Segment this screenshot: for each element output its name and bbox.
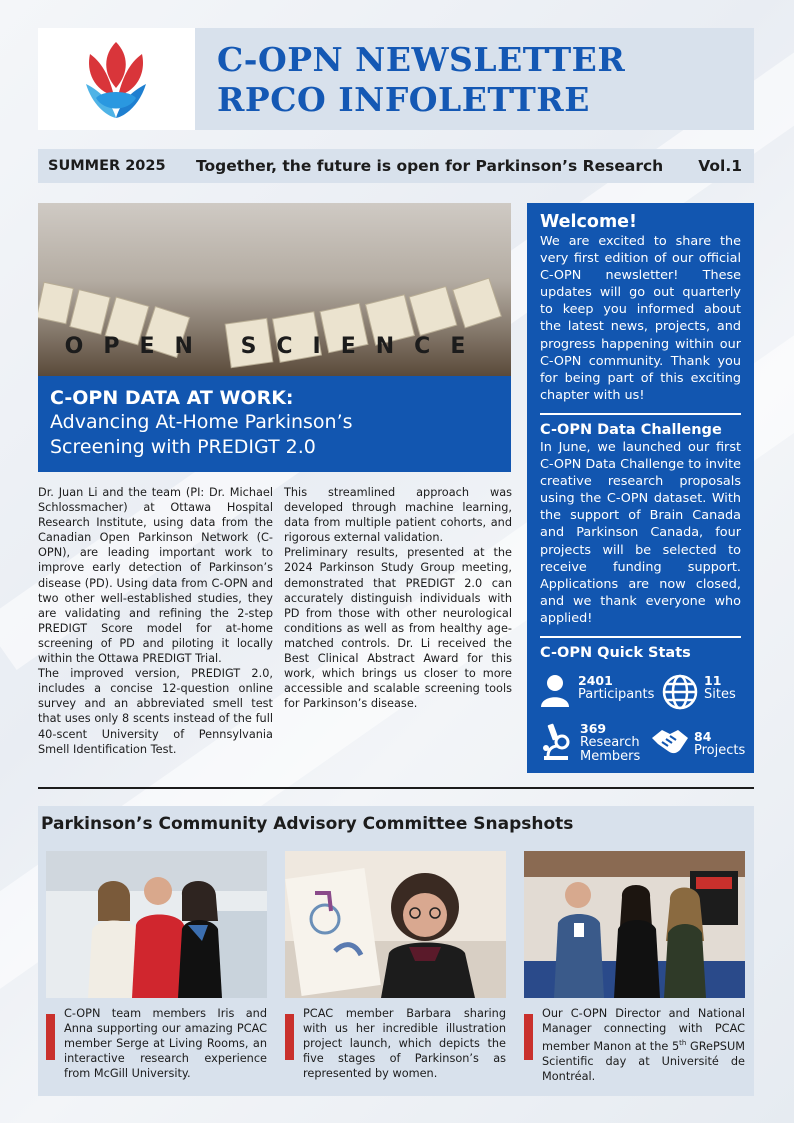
feature-banner xyxy=(38,376,511,472)
feature-headline-line2: Screening with PREDIGT 2.0 xyxy=(50,436,316,458)
stat-number: 84 xyxy=(694,728,712,744)
newsletter-header xyxy=(38,28,754,130)
issue-tagline: Together, the future is open for Parkinson’s Research xyxy=(196,157,664,175)
quick-stats xyxy=(540,668,746,778)
caption-text-part: Our C-OPN Director and National Manager connecting with PCAC member Manon at the 5 xyxy=(542,1007,745,1053)
stat-number: 369 xyxy=(580,720,607,736)
pcac-title: Parkinson’s Community Advisory Committee Snapshots xyxy=(41,814,574,834)
snapshot-photo xyxy=(524,851,745,998)
stat-label: Projects xyxy=(694,742,746,758)
title-english: C-OPN NEWSLETTER xyxy=(217,40,626,79)
open-science-photo xyxy=(38,203,511,376)
sidebar-divider xyxy=(540,636,741,638)
stat-label: Research xyxy=(580,734,640,750)
title-french: RPCO INFOLETTRE xyxy=(217,80,590,119)
caption-text: C-OPN team members Iris and Anna supporting our amazing PCAC member Serge at Living Rooms, an interactive research experience from McGill University. xyxy=(64,1007,267,1081)
snapshot-card xyxy=(46,851,267,1081)
article-column-2 xyxy=(284,485,512,711)
caption-accent-bar xyxy=(524,1014,533,1060)
stat-sites xyxy=(662,674,736,710)
stat-label: Participants xyxy=(578,686,655,702)
caption-text: PCAC member Barbara sharing with us her incredible illustration project launch, which depicts the five stages of Parkinson’s as represented by women. xyxy=(303,1007,506,1081)
snapshot-photo xyxy=(46,851,267,998)
caption-text xyxy=(542,1006,745,1084)
article-paragraph: This streamlined approach was developed through machine learning, data from multiple patient cohorts, and rigorous external validation. xyxy=(284,486,512,545)
article-paragraph: Dr. Juan Li and the team (PI: Dr. Michael Schlossmacher) at Ottawa Hospital Research Institute, using data from the Canadian Open Parkinson Network (C-OPN), are leading important work to improve early detection of Parkinson’s disease (PD). Using data from C-OPN and two other well-established studies, they are validating and refining the 2-step PREDIGT Score model for at-home screening of PD and piloting it locally within the Ottawa PREDIGT Trial. xyxy=(38,486,273,666)
snapshot-card xyxy=(524,851,745,1084)
copn-logo xyxy=(38,28,195,130)
welcome-text: We are excited to share the very first edition of our official C-OPN newsletter! These updates will go out quarterly to keep you informed about the latest news, projects, and progress happening within our C-OPN community. Thank you for being part of this exciting chapter with us! xyxy=(540,234,741,403)
caption-accent-bar xyxy=(46,1014,55,1060)
snapshot-caption xyxy=(46,1006,267,1081)
conference-photo-image xyxy=(524,851,745,998)
feature-headline-line1: Advancing At-Home Parkinson’s xyxy=(50,411,353,433)
snapshot-card xyxy=(285,851,506,1081)
caption-accent-bar xyxy=(285,1014,294,1060)
snapshot-photo xyxy=(285,851,506,998)
stat-number: 11 xyxy=(704,672,722,688)
group-photo-image xyxy=(46,851,267,998)
microscope-icon xyxy=(540,722,572,762)
welcome-title: Welcome! xyxy=(540,212,638,232)
snapshot-caption xyxy=(285,1006,506,1081)
challenge-text: In June, we launched our first C-OPN Data Challenge to invite creative research proposals using the C-OPN dataset. With the support of Brain Canada and Parkinson Canada, four projects will be selected to receive funding support. Applications are now closed, and we thank everyone who applied! xyxy=(540,439,741,626)
stat-label-line2: Members xyxy=(580,748,641,764)
stat-research-members xyxy=(540,722,640,764)
person-icon xyxy=(540,674,570,708)
challenge-title: C-OPN Data Challenge xyxy=(540,421,722,438)
scrabble-tiles-image xyxy=(38,203,511,376)
image-text: OPEN SCIENCE xyxy=(64,334,486,359)
handshake-icon xyxy=(650,724,690,758)
article-column-1 xyxy=(38,485,273,757)
globe-icon xyxy=(662,674,698,710)
lotus-logo-icon xyxy=(38,28,195,130)
pcac-snapshots-section xyxy=(38,806,754,1096)
issue-season: SUMMER 2025 xyxy=(48,158,166,174)
newsletter-title xyxy=(195,28,754,130)
stat-projects xyxy=(650,724,745,758)
issue-volume: Vol.1 xyxy=(698,157,742,175)
article-paragraph: Preliminary results, presented at the 2024 Parkinson Study Group meeting, demonstrated that PREDIGT 2.0 can accurately distinguish individuals with PD from those with other neurological conditions as well as from healthy age-matched controls. Dr. Li received the Best Clinical Abstract Award for this work, which brings us closer to more accessible and scalable screening tools for Parkinson’s disease. xyxy=(284,546,512,711)
illustration-photo-image xyxy=(285,851,506,998)
sidebar-panel xyxy=(527,203,754,773)
sidebar-divider xyxy=(540,413,741,415)
stat-number: 2401 xyxy=(578,672,613,688)
snapshot-caption xyxy=(524,1006,745,1084)
feature-kicker: C-OPN DATA AT WORK: xyxy=(50,387,294,409)
issue-bar xyxy=(38,149,754,183)
stat-label: Sites xyxy=(704,686,736,702)
caption-text-part: GRePSUM Scientific day at Université de Montréal. xyxy=(542,1039,745,1084)
article-paragraph: The improved version, PREDIGT 2.0, includes a concise 12-question online survey and an abbreviated smell test that uses only 8 scents instead of the full 40-scent University of Pennsylvania Smell Identification Test. xyxy=(38,667,273,756)
caption-superscript: th xyxy=(679,1039,687,1048)
section-divider xyxy=(38,787,754,789)
stat-participants xyxy=(540,674,654,708)
stats-title: C-OPN Quick Stats xyxy=(540,644,691,661)
